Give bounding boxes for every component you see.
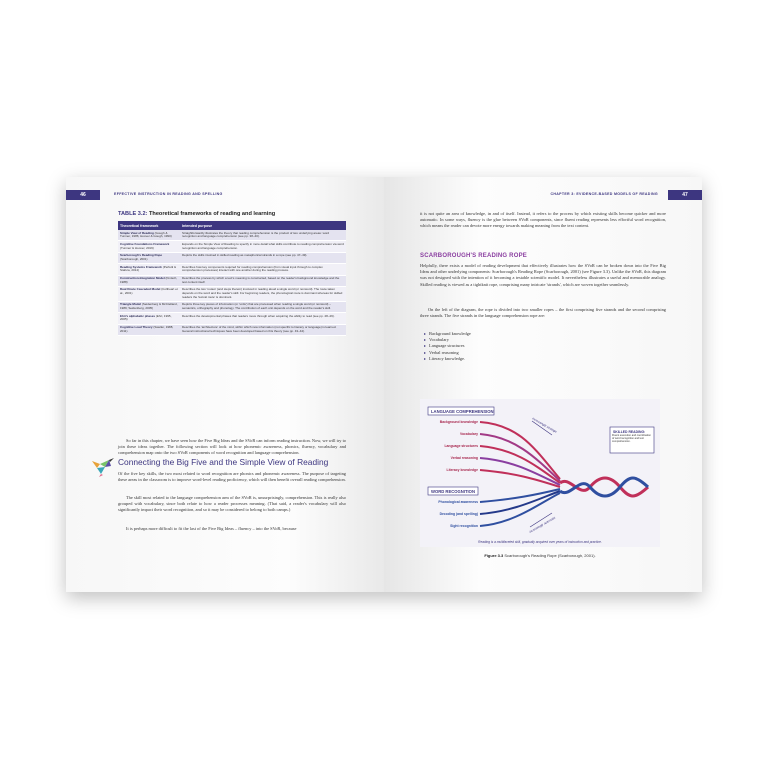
- strand-label: Vocabulary: [459, 432, 478, 436]
- table-cell-purpose: Depicts three key pieces of information (or 'units') that are processed when reading a single word (or nonword) – semantics, orthography and phonology. The contribution of each unit depends on the word and the reader's skill.: [180, 301, 346, 312]
- framework-source: (Scarborough, 2001): [120, 256, 148, 261]
- hummingbird-icon: [89, 452, 115, 478]
- framework-name: Cognitive Load Theory: [120, 325, 153, 330]
- list-item: ▸ Vocabulary: [424, 337, 471, 343]
- table-row: [118, 264, 346, 275]
- framework-name: Reading Systems Framework: [120, 264, 162, 269]
- framework-source: (Perfetti & Stafura, 2014): [120, 264, 177, 273]
- table-row: [118, 252, 346, 263]
- table-cell-framework: [118, 252, 180, 263]
- body-paragraph: Of the five key skills, the two most related to word recognition are phonics and phonemic awareness. The purpose of targeting these areas in the classroom is to improve word-level reading proficiency, which will then benefit overall reading comprehension.: [118, 471, 346, 483]
- figure-footnote: Reading is a multifaceted skill, gradually acquired over years of instruction and practice.: [478, 540, 602, 544]
- bullet-list: [424, 331, 471, 362]
- left-page: [66, 177, 384, 592]
- table-row: [118, 301, 346, 312]
- framework-source: (Coltheart et al., 2001): [120, 287, 178, 296]
- table-cell-purpose: Depicts the skills involved in skilled reading as metaphorical strands in a rope (see pp. 47–49).: [180, 252, 346, 263]
- framework-source: (Kintsch, 1988): [120, 276, 178, 284]
- body-paragraph: It is perhaps more difficult to fit the last of the Five Big Ideas – fluency – into the SVoR, because: [126, 526, 297, 531]
- reading-rope-figure: [420, 399, 660, 547]
- table-cell-framework: [118, 286, 180, 301]
- figure-caption-text: Scarborough's Reading Rope (Scarborough, 2001).: [504, 553, 596, 558]
- framework-source: (Gough & Tunmer, 1986; Hoover & Gough, 1990): [120, 230, 172, 239]
- open-book: [66, 177, 702, 592]
- figure-label: Figure 3.3: [484, 553, 504, 558]
- framework-source: (Seidenberg & McClelland, 1989; Seidenberg, 2005): [120, 302, 178, 311]
- table-cell-framework: [118, 301, 180, 312]
- table-cell-framework: [118, 324, 180, 335]
- framework-source: (Sweller, 1988, 2011): [120, 325, 174, 333]
- strand-label: Phonological awareness: [438, 500, 478, 504]
- list-item: ▸ Background knowledge: [424, 331, 471, 337]
- strand-label: Background knowledge: [439, 420, 478, 424]
- framework-name: Triangle Model: [120, 302, 142, 307]
- page-number: 46: [80, 192, 86, 198]
- table-number: TABLE 3.2:: [118, 211, 148, 217]
- list-item: ▸ Verbal reasoning: [424, 350, 471, 356]
- table-cell-framework: [118, 230, 180, 241]
- list-item: ▸ Literacy knowledge.: [424, 356, 471, 362]
- arrow-label: increasingly automatic: [528, 515, 557, 534]
- page-number: 47: [682, 192, 688, 198]
- frameworks-table: [118, 221, 346, 336]
- table-cell-purpose: Straightforwardly illustrates the theory that reading comprehension is the product of two underlying areas: word recognition and language comprehension (see pp. 38–40).: [180, 230, 346, 241]
- strand-label: Verbal reasoning: [450, 456, 478, 460]
- list-item: ▸ Language structures: [424, 343, 471, 349]
- table-row: [118, 230, 346, 241]
- body-paragraph: Helpfully, there exists a model of reading development that effectively illustrates how the SVoR can be broken down into the Five Big Ideas and other underlying components: Scarborough's Reading Rope (Scarborough, 2001) (see Figure 3.3). Unlike the SVoR, this diagram was not designed with the intention of it becoming a testable scientific model. It nevertheless illustrates a useful and memorable analogy. Skilled reading is viewed as a tightknit rope, comprising many intricate 'strands', which are woven together seamlessly.: [420, 263, 666, 287]
- table-header: Intended purpose: [180, 221, 346, 230]
- table-row: [118, 241, 346, 252]
- framework-name: Simple View of Reading: [120, 230, 154, 235]
- table-cell-purpose: Describes the process by which a text's meaning is constructed, based on the reader's background knowledge and the text content itself.: [180, 275, 346, 286]
- section-heading: Connecting the Big Five and the Simple View of Reading: [118, 457, 329, 467]
- running-head: CHAPTER 3: EVIDENCE-BASED MODELS OF READING: [550, 192, 658, 196]
- table-cell-framework: [118, 241, 180, 252]
- intro-paragraph: So far in this chapter, we have seen how the Five Big Ideas and the SVoR can inform reading instruction. Now, we will try to join these ideas together. The following section will look at how phonemic awareness, phonics, fluency, vocabulary and comprehension map onto the two SVoR components of word recognition and language comprehension.: [118, 438, 346, 456]
- braided-rope: [560, 478, 648, 496]
- framework-name: Scarborough's Reading Rope: [120, 253, 163, 258]
- table-cell-purpose: Describes the two 'routes' (and steps therein) involved in reading aloud a single word (or nonword). The route taken depends on the word and the reader's skill. For beginning readers, the phonological route is dominant whereas for skilled readers the 'lexical route' is dominant.: [180, 286, 346, 301]
- arrow-label: increasingly strategic: [531, 416, 558, 434]
- body-paragraph: The skill most related to the language comprehension arm of the SVoR is, unsurprisingly, comprehension. This is really also grouped with vocabulary, since both relate to how a reader processes meaning. (That said, a reader's vocabulary will also significantly impact their word recognition, and so it may be considered to belong to both camps.): [118, 495, 346, 513]
- table-header: Theoretical framework: [118, 221, 180, 230]
- running-head: EFFECTIVE INSTRUCTION IN READING AND SPELLING: [114, 192, 223, 196]
- table-cell-framework: [118, 275, 180, 286]
- table-row: [118, 324, 346, 335]
- lc-strands: [480, 422, 560, 487]
- body-paragraph: it is not quite an area of knowledge, in and of itself. Instead, it refers to the process by which existing skills become quicker and more automatic. In some ways, fluency is the glue between SVoR components, since fluent reading represents less effortful word recognition, which means the reader can devote more energy towards making meaning from the text content.: [420, 211, 666, 229]
- table-cell-purpose: Describes how key components required for reading comprehension (from visual input through to complex comprehension processes) interact with one another during the reading process.: [180, 264, 346, 275]
- strand-label: Language structures: [444, 444, 478, 448]
- skilled-text: Fluent execution and coordination of word recognition and text comprehension.: [612, 434, 651, 444]
- framework-source: (Tunmer & Hoover, 2019): [120, 245, 154, 250]
- table-cell-purpose: Describes the 'architecture' of the mind, within which new information (not specific to literacy or language) is learned. General instructional techniques have been developed based on this theory (see pp. 43–44).: [180, 324, 346, 335]
- framework-name: Dual Route Cascaded Model: [120, 287, 161, 292]
- strand-label: Decoding (and spelling): [439, 512, 478, 516]
- table-cell-purpose: Describes the developmental phases that readers move through when acquiring the ability to read (see pp. 48–49).: [180, 313, 346, 324]
- table-row: [118, 313, 346, 324]
- strand-label: Sight recognition: [450, 524, 478, 528]
- framework-name: Cognitive Foundations Framework: [120, 241, 170, 246]
- table-caption: [118, 211, 275, 217]
- framework-name: Construction-Integration Model: [120, 276, 165, 281]
- body-paragraph: On the left of the diagram, the rope is divided into two smaller ropes – the first comprising five strands and the second comprising three strands. The five strands in the language comprehension rope are:: [420, 307, 666, 319]
- table-cell-purpose: Expands on the Simple View of Reading to specify in more detail what skills contribute to reading comprehension via word recognition and language comprehension.: [180, 241, 346, 252]
- table-cell-framework: [118, 313, 180, 324]
- table-row: [118, 286, 346, 301]
- table-cell-framework: [118, 264, 180, 275]
- lc-title: LANGUAGE COMPREHENSION: [431, 409, 494, 414]
- framework-source: (Ehri, 1995, 2005): [120, 313, 172, 322]
- skilled-title: SKILLED READING:: [613, 430, 646, 434]
- reading-rope-diagram: [420, 399, 660, 547]
- figure-caption: [420, 553, 660, 558]
- wr-title: WORD RECOGNITION: [431, 489, 475, 494]
- right-page: [384, 177, 702, 592]
- section-heading: SCARBOROUGH'S READING ROPE: [420, 253, 527, 259]
- table-row: [118, 275, 346, 286]
- table-title: Theoretical frameworks of reading and learning: [148, 211, 276, 217]
- framework-name: Ehri's alphabetic phases: [120, 313, 156, 318]
- strand-label: Literacy knowledge: [446, 468, 478, 472]
